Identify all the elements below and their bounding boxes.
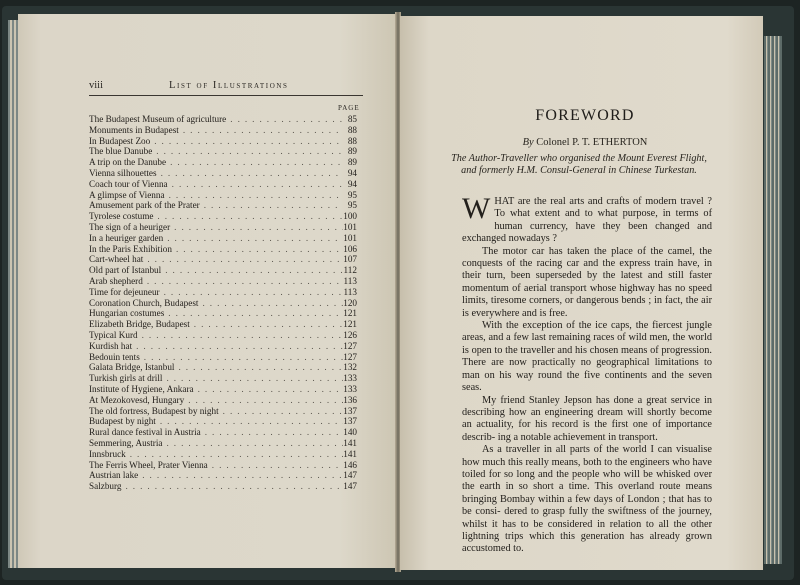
illustration-entry (89, 168, 357, 179)
illustration-entry (89, 254, 357, 265)
illustration-page: 89 (347, 146, 357, 157)
illustration-page: 106 (343, 243, 357, 254)
dot-leader (165, 190, 343, 201)
illustration-entry (89, 125, 357, 136)
illustration-title: Coach tour of Vienna (89, 178, 168, 189)
illustration-entry (89, 373, 357, 384)
illustration-page: 112 (343, 265, 357, 276)
illustration-entry (89, 308, 357, 319)
left-running-header (89, 80, 363, 94)
dot-leader (179, 125, 343, 136)
illustration-title: At Mezokovesd, Hungary (89, 394, 185, 405)
illustration-title: Kurdish hat (89, 340, 133, 351)
illustration-title: Bedouin tents (89, 351, 140, 362)
paragraph-3: With the exception of the ice caps, the fiercest jungle areas, and a few last remaining races of wild men, the world is open to the traveller and his chosen means of progression. There are now practically no geographical limitations to man on his way round the five continents and the seven seas. (462, 320, 712, 394)
illustration-title: In Budapest Zoo (89, 135, 151, 146)
illustration-entry (89, 276, 357, 287)
illustration-entry (89, 438, 357, 449)
illustration-page: 141 (343, 437, 357, 448)
illustration-title: Amusement park of the Prater (89, 200, 200, 211)
illustration-title: Old part of Istanbul (89, 265, 162, 276)
illustration-page: 101 (343, 221, 357, 232)
dot-leader (157, 168, 343, 179)
dot-leader (219, 406, 343, 417)
illustration-page: 101 (343, 232, 357, 243)
illustration-page: 127 (343, 340, 357, 351)
illustration-title: A trip on the Danube (89, 157, 167, 168)
illustration-title: Semmering, Austria (89, 437, 163, 448)
illustration-title: Coronation Church, Budapest (89, 297, 199, 308)
byline-name: Colonel P. T. ETHERTON (536, 137, 648, 148)
illustration-title: Budapest by night (89, 416, 156, 427)
illustration-entry (89, 449, 357, 460)
illustration-entry (89, 114, 357, 125)
illustration-title: Vienna silhouettes (89, 167, 157, 178)
illustration-entry (89, 362, 357, 373)
illustration-title: Tyrolese costume (89, 211, 154, 222)
dot-leader (132, 341, 343, 352)
illustration-title: Arab shepherd (89, 275, 143, 286)
illustration-page: 147 (343, 481, 357, 492)
dot-leader (166, 157, 343, 168)
dot-leader (150, 136, 343, 147)
illustration-page: 89 (347, 157, 357, 168)
byline-prefix: By (522, 137, 534, 148)
illustration-entry (89, 157, 357, 168)
illustration-entry (89, 211, 357, 222)
illustration-page: 146 (343, 459, 357, 470)
illustration-page: 113 (343, 275, 357, 286)
illustration-entry (89, 222, 357, 233)
illustration-title: Hungarian costumes (89, 308, 165, 319)
illustration-entry (89, 200, 357, 211)
illustration-page: 133 (343, 373, 357, 384)
illustration-entry (89, 287, 357, 298)
illustration-entry (89, 179, 357, 190)
dot-leader (160, 287, 343, 298)
dot-leader (122, 481, 344, 492)
illustration-entry (89, 233, 357, 244)
dot-leader (163, 438, 344, 449)
illustration-entry (89, 244, 357, 255)
illustration-page: 147 (343, 470, 357, 481)
page-column-label: PAGE (338, 104, 360, 112)
dot-leader (172, 244, 343, 255)
illustration-title: The Ferris Wheel, Prater Vienna (89, 459, 208, 470)
illustration-page: 136 (343, 394, 357, 405)
dot-leader (140, 352, 343, 363)
illustration-title: Innsbruck (89, 448, 126, 459)
dot-leader (194, 384, 343, 395)
illustration-title: The blue Danube (89, 146, 153, 157)
illustration-page: 94 (347, 167, 357, 178)
running-head: List of Illustrations (169, 80, 289, 91)
illustration-title: Galata Bridge, Istanbul (89, 362, 175, 373)
illustration-entry (89, 384, 357, 395)
illustration-title: Time for dejeuneur (89, 286, 160, 297)
illustration-entry (89, 427, 357, 438)
illustration-entry (89, 341, 357, 352)
dot-leader (153, 211, 343, 222)
dot-leader (164, 308, 343, 319)
dot-leader (190, 319, 343, 330)
illustration-entry (89, 395, 357, 406)
paragraph-5: As a traveller in all parts of the world I can visualise how much this really means, both to the engineers who have toiled for so long and the people who will be whisked over the earth in so short a time. This overland route means bringing Bombay within a few days of London ; that has to be consi- dered to grasp fully the swiftness of the journey, whilst it has to be considered in relation to all the other lightning trips which this generation has already grown accustomed to. (462, 444, 712, 555)
illustration-page: 120 (343, 297, 357, 308)
illustration-title: Typical Kurd (89, 329, 138, 340)
dot-leader (156, 416, 343, 427)
illustration-entry (89, 481, 357, 492)
illustration-title: Austrian lake (89, 470, 139, 481)
illustration-title: The Budapest Museum of agriculture (89, 114, 227, 124)
illustration-page: 94 (347, 178, 357, 189)
illustration-entry (89, 406, 357, 417)
illustration-entry (89, 146, 357, 157)
illustration-title: Turkish girls at drill (89, 373, 163, 384)
illustration-page: 95 (347, 189, 357, 200)
paragraph-4: My friend Stanley Jepson has done a great service in describing how an engineering dream will shortly become an actuality, for his record is the first one of importance describ- ing a notable achievement in transport. (462, 394, 712, 443)
dot-leader (162, 373, 343, 384)
paragraph-1-text: HAT are the real arts and crafts of modern travel ? To what extent and to what purpose, in terms of human currency, have they been changed and exchanged nowadays ? (462, 196, 712, 245)
left-page-edges (8, 20, 18, 568)
illustration-title: Salzburg (89, 481, 122, 492)
illustration-title: A glimpse of Vienna (89, 189, 165, 200)
illustration-page: 137 (343, 405, 357, 416)
illustration-page: 121 (343, 308, 357, 319)
dot-leader (201, 427, 343, 438)
illustration-page: 100 (343, 211, 357, 222)
illustration-page: 85 (347, 114, 357, 124)
illustration-title: Cart-wheel hat (89, 254, 144, 265)
illustration-page: 107 (343, 254, 357, 265)
paragraph-2: The motor car has taken the place of the camel, the conquests of the racing car and the express train have, in their turn, been superseded by the latest and still faster momentum of aerial transport whose highway has no speed limits, tiresome corners, or dangerous bends ; in fact, the air is everywhere and is free. (462, 245, 712, 319)
byline-subtitle: The Author-Traveller who organised the Mount Everest Flight, and formerly H.M. Consul-General in Chinese Turkestan. (451, 153, 707, 177)
illustration-title: Rural dance festival in Austria (89, 427, 201, 438)
illustration-page: 88 (347, 135, 357, 146)
illustration-page: 121 (343, 319, 357, 330)
illustration-entry (89, 416, 357, 427)
illustrations-list (89, 114, 357, 492)
illustration-entry (89, 265, 357, 276)
illustration-entry (89, 330, 357, 341)
dot-leader (138, 470, 343, 481)
dot-leader (174, 362, 343, 373)
drop-cap: W (462, 192, 491, 225)
illustration-page: 127 (343, 351, 357, 362)
illustration-page: 88 (347, 124, 357, 135)
dot-leader (200, 200, 343, 211)
illustration-title: Elizabeth Bridge, Budapest (89, 319, 190, 330)
dot-leader (143, 254, 343, 265)
illustration-title: Institute of Hygiene, Ankara (89, 383, 194, 394)
illustration-page: 133 (343, 383, 357, 394)
illustration-entry (89, 352, 357, 363)
illustration-entry (89, 190, 357, 201)
illustration-title: In a heuriger garden (89, 232, 164, 243)
illustration-entry (89, 298, 357, 309)
illustration-page: 137 (343, 416, 357, 427)
foreword-body (462, 192, 712, 556)
dot-leader (152, 146, 343, 157)
dot-leader (208, 460, 343, 471)
dot-leader (126, 449, 343, 460)
paragraph-1 (462, 192, 712, 246)
illustration-title: The old fortress, Budapest by night (89, 405, 219, 416)
illustration-page: 126 (343, 329, 357, 340)
illustration-title: The sign of a heuriger (89, 221, 171, 232)
illustration-page: 113 (343, 286, 357, 297)
dot-leader (161, 265, 343, 276)
dot-leader (170, 222, 343, 233)
dot-leader (138, 330, 343, 341)
dot-leader (143, 276, 343, 287)
illustration-entry (89, 460, 357, 471)
dot-leader (184, 395, 343, 406)
left-page-number: viii (89, 80, 104, 91)
dot-leader (163, 233, 343, 244)
illustration-page: 140 (343, 427, 357, 438)
illustration-page: 95 (347, 200, 357, 211)
dot-leader (226, 114, 343, 125)
header-rule (89, 95, 363, 96)
illustration-title: In the Paris Exhibition (89, 243, 172, 254)
dot-leader (198, 298, 343, 309)
illustration-entry (89, 136, 357, 147)
foreword-title: FOREWORD (535, 107, 635, 124)
byline (400, 137, 770, 148)
illustration-page: 141 (343, 448, 357, 459)
illustration-page: 132 (343, 362, 357, 373)
illustration-title: Monuments in Budapest (89, 124, 179, 135)
illustration-entry (89, 319, 357, 330)
illustration-entry (89, 470, 357, 481)
dot-leader (168, 179, 343, 190)
